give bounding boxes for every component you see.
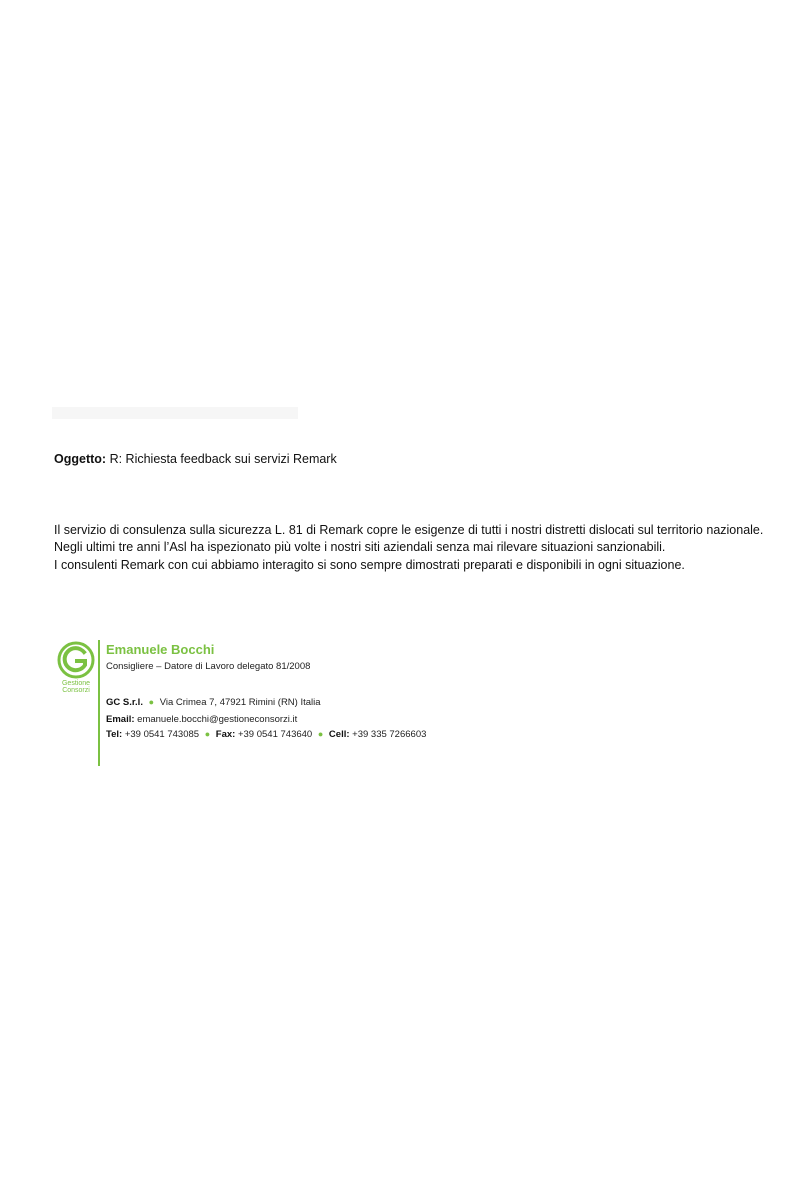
signature-name: Emanuele Bocchi	[106, 642, 215, 657]
fax-label: Fax:	[215, 729, 236, 740]
signature-role: Consigliere – Datore di Lavoro delegato 81/2008	[106, 661, 311, 672]
bullet-separator: ●	[148, 697, 155, 707]
cell-label: Cell:	[328, 729, 350, 740]
subject-text: R: Richiesta feedback sui servizi Remark	[109, 452, 337, 466]
email-label: Email:	[106, 714, 135, 725]
fax-number: +39 0541 743640	[237, 729, 313, 740]
email-subject-line	[54, 451, 337, 467]
signature-phones-row	[106, 728, 426, 741]
logo-wordmark-line2: Consorzi	[62, 687, 90, 694]
signature-email-row	[106, 714, 297, 726]
redacted-header-bar	[52, 407, 298, 419]
bullet-separator: ●	[317, 729, 324, 739]
logo-wordmark	[54, 680, 98, 694]
email-address-link[interactable]: emanuele.bocchi@gestioneconsorzi.it	[137, 714, 298, 725]
logo-wordmark-line1: Gestione	[61, 680, 91, 687]
subject-label: Oggetto:	[54, 452, 107, 466]
body-paragraph: I consulenti Remark con cui abbiamo interagito si sono sempre dimostrati preparati e disponibili in ogni situazione.	[54, 557, 685, 572]
cell-number: +39 335 7266603	[352, 729, 427, 740]
bullet-separator: ●	[204, 729, 211, 739]
tel-label: Tel:	[106, 729, 123, 740]
signature-divider	[98, 640, 100, 766]
body-paragraph: Il servizio di consulenza sulla sicurezza L. 81 di Remark copre le esigenze di tutti i nostri distretti dislocati sul territorio nazionale.	[54, 523, 764, 537]
body-paragraph: Negli ultimi tre anni l’Asl ha ispezionato più volte i nostri siti aziendali senza mai rilevare situazioni sanzionabili.	[54, 540, 666, 555]
email-body	[54, 522, 774, 574]
company-address: Via Crimea 7, 47921 Rimini (RN) Italia	[159, 697, 321, 708]
tel-number: +39 0541 743085	[124, 729, 200, 740]
company-label: GC S.r.l.	[106, 697, 143, 708]
signature-company	[106, 696, 321, 709]
